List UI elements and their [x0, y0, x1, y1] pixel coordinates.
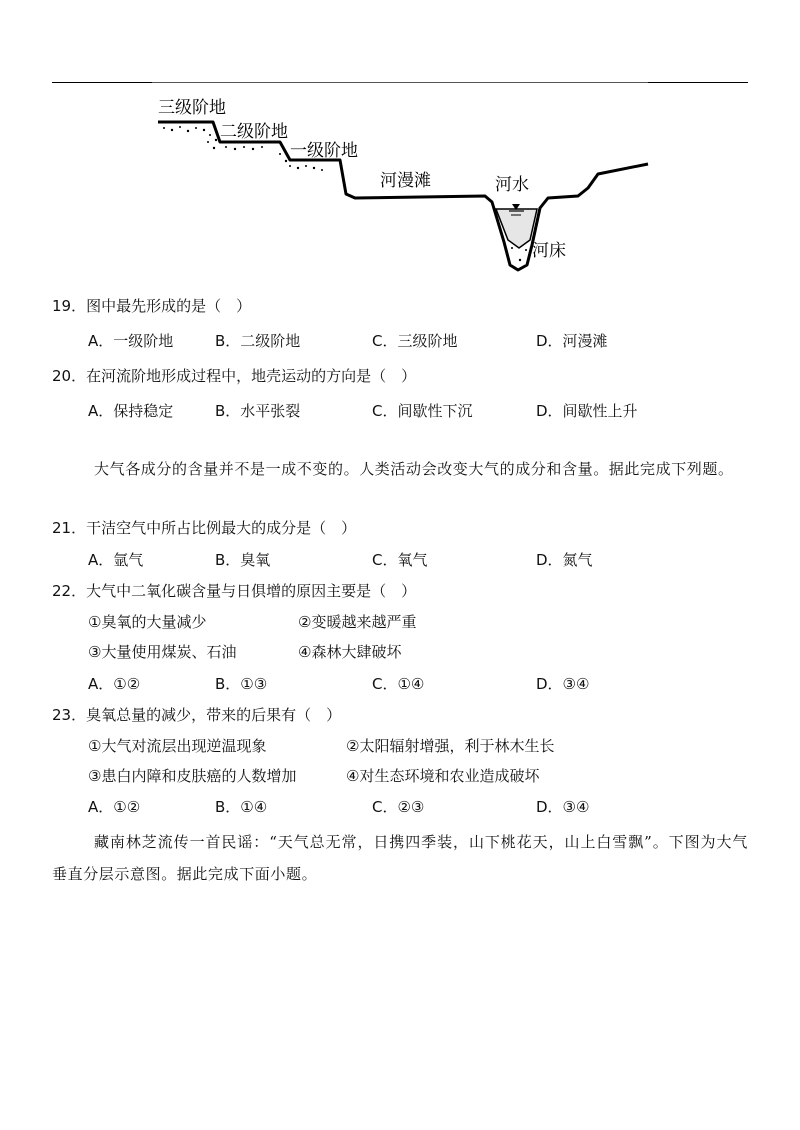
header-rule-middle — [152, 82, 648, 83]
option-c: C．间歇性下沉 — [372, 402, 473, 420]
question-number: 20． — [52, 367, 87, 385]
option-c: C．①④ — [372, 675, 425, 693]
label-river-water: 河水 — [495, 175, 529, 195]
option-a: A．①② — [88, 675, 141, 693]
question-number: 21． — [52, 519, 87, 537]
river-terrace-diagram — [140, 90, 660, 285]
statement-1: ①大气对流层出现逆温现象 — [88, 737, 267, 755]
option-b: B．①③ — [215, 675, 268, 693]
question-22-options — [88, 674, 748, 694]
statement-4: ④对生态环境和农业造成破坏 — [346, 767, 540, 785]
statement-2: ②变暖越来越严重 — [298, 613, 417, 631]
question-21 — [52, 518, 356, 538]
question-number: 19． — [52, 297, 87, 315]
option-b: B．二级阶地 — [215, 332, 301, 350]
statement-1: ①臭氧的大量减少 — [88, 613, 207, 631]
option-a: A．保持稳定 — [88, 402, 174, 420]
question-22-statements-row2 — [88, 642, 748, 662]
question-number: 23． — [52, 706, 87, 724]
question-number: 22． — [52, 582, 87, 600]
option-d: D．③④ — [536, 798, 590, 816]
header-rule-left — [52, 82, 152, 83]
question-20 — [52, 366, 416, 386]
option-b: B．水平张裂 — [215, 402, 301, 420]
option-d: D．河漫滩 — [536, 332, 608, 350]
question-text: 大气中二氧化碳含量与日俱增的原因主要是（ ） — [86, 582, 417, 600]
question-21-options — [88, 550, 748, 570]
option-d: D．间歇性上升 — [536, 402, 638, 420]
question-text: 臭氧总量的减少，带来的后果有（ ） — [86, 706, 342, 724]
passage-1: 大气各成分的含量并不是一成不变的。人类活动会改变大气的成分和含量。据此完成下列题。 — [94, 460, 734, 478]
option-c: C．②③ — [372, 798, 425, 816]
header-rule-right — [648, 82, 748, 83]
question-23-statements-row2 — [88, 766, 748, 786]
option-b: B．①④ — [215, 798, 268, 816]
question-20-options — [88, 401, 748, 421]
option-a: A．氩气 — [88, 551, 144, 569]
option-d: D．氮气 — [536, 551, 593, 569]
option-d: D．③④ — [536, 675, 590, 693]
statement-3: ③大量使用煤炭、石油 — [88, 643, 237, 661]
label-floodplain: 河漫滩 — [380, 171, 431, 191]
question-23-statements-row1 — [88, 736, 748, 756]
option-c: C．氧气 — [372, 551, 428, 569]
question-19-options — [88, 331, 748, 351]
label-terrace1: 一级阶地 — [290, 141, 358, 161]
option-c: C．三级阶地 — [372, 332, 458, 350]
question-23 — [52, 705, 341, 725]
question-19 — [52, 296, 251, 316]
option-a: A．一级阶地 — [88, 332, 174, 350]
question-23-options — [88, 797, 748, 817]
question-text: 在河流阶地形成过程中，地壳运动的方向是（ ） — [86, 367, 417, 385]
question-22 — [52, 581, 416, 601]
label-terrace3: 三级阶地 — [158, 98, 226, 118]
question-text: 干洁空气中所占比例最大的成分是（ ） — [86, 519, 357, 537]
statement-2: ②太阳辐射增强，利于林木生长 — [346, 737, 555, 755]
question-text: 图中最先形成的是（ ） — [86, 297, 252, 315]
option-a: A．①② — [88, 798, 141, 816]
statement-4: ④森林大肆破坏 — [298, 643, 402, 661]
passage-2: 藏南林芝流传一首民谣：“天气总无常，日携四季装，山下桃花天，山上白雪飘”。下图为大气垂直分层示意图。据此完成下面小题。 — [52, 833, 748, 883]
question-22-statements-row1 — [88, 612, 748, 632]
label-terrace2: 二级阶地 — [220, 122, 288, 142]
option-b: B．臭氧 — [215, 551, 271, 569]
label-river-bed: 河床 — [532, 241, 566, 261]
terrain-profile — [158, 122, 648, 270]
statement-3: ③患白内障和皮肤癌的人数增加 — [88, 767, 297, 785]
